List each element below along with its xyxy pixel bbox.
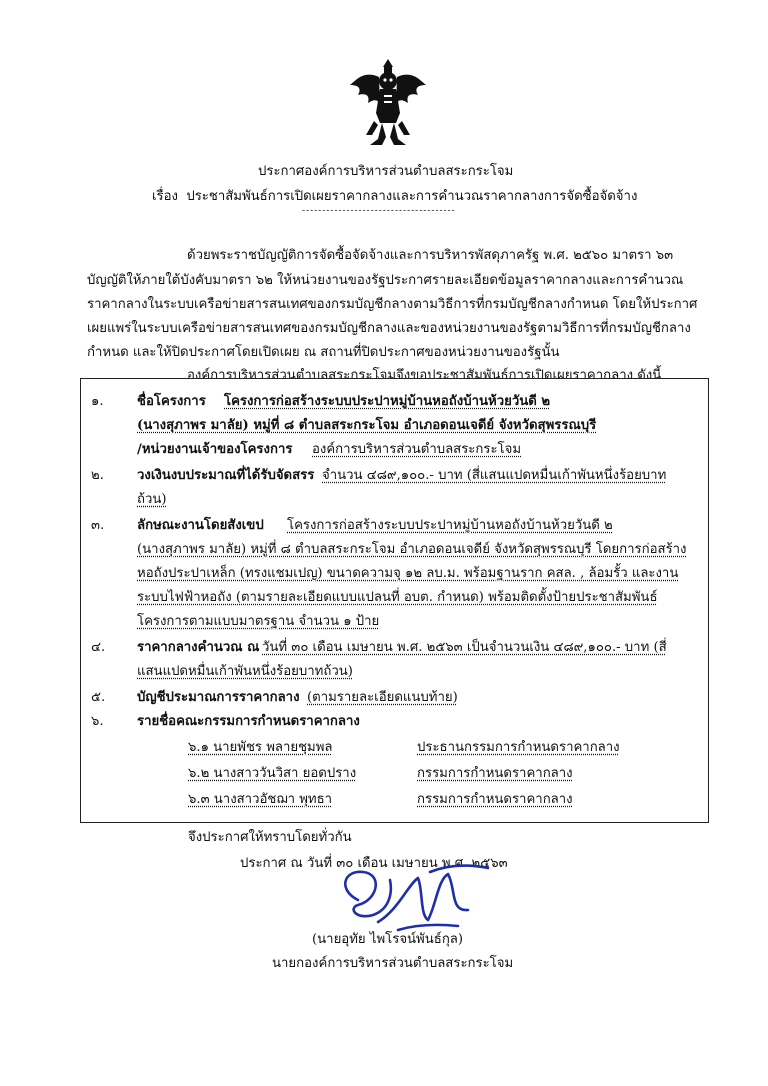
item-2-line-2: ถ้วน) — [137, 492, 167, 507]
announcement-agency: ประกาศองค์การบริหารส่วนตำบลสระกระโจม — [258, 164, 514, 179]
intro-line-2: บัญญัติให้ภายใต้บังคับมาตรา ๖๒ ให้หน่วยงานของรัฐประกาศรายละเอียดข้อมูลราคากลางและการคำนวณ — [87, 273, 684, 288]
item-3-line-4: ระบบไฟฟ้าหอถัง (ตามรายละเอียดแบบแปลนที่ อบต. กำหนด) พร้อมติดตั้งป้ายประชาสัมพันธ์ — [137, 590, 658, 605]
item-1-owner-label: /หน่วยงานเจ้าของโครงการ — [137, 442, 293, 457]
announcement-date: ประกาศ ณ วันที่ ๓๐ เดือน เมษายน พ.ศ. ๒๕๖๓ — [240, 856, 508, 871]
item-3-line-3: หอถังประปาเหล็ก (ทรงแชมเปญ) ขนาดความจุ ๑๒ ลบ.ม. พร้อมฐานราก คสล. , ล้อมรั้ว และงาน — [137, 566, 679, 581]
item-3-line-2: (นางสุภาพร มาลัย) หมู่ที่ ๘ ตำบลสระกระโจม อำเภอดอนเจดีย์ จังหวัดสุพรรณบุรี โดยการก่อสร้าง — [137, 542, 687, 557]
intro-line-4: เผยแพร่ในระบบเครือข่ายสารสนเทศของกรมบัญชีกลางและของหน่วยงานของรัฐตามวิธีการที่กรมบัญชีกลาง — [87, 321, 691, 336]
intro-line-6: องค์การบริหารส่วนตำบลสระกระโจมจึงขอประชาสัมพันธ์การเปิดเผยราคากลาง ดังนี้ — [187, 368, 662, 383]
committee-member-3-name: ๖.๓ นางสาวอัชฌา พุทธา — [188, 792, 333, 807]
committee-member-3-role: กรรมการกำหนดราคากลาง — [417, 792, 573, 807]
item-1-line-2: (นางสุภาพร มาลัย) หมู่ที่ ๘ ตำบลสระกระโจม อำเภอดอนเจดีย์ จังหวัดสุพรรณบุรี — [137, 418, 597, 433]
closing-text: จึงประกาศให้ทราบโดยทั่วกัน — [188, 830, 352, 845]
item-2-line-1: จำนวน ๔๘๙,๑๐๐.- บาท (สี่แสนแปดหมื่นเก้าพันหนึ่งร้อยบาท — [322, 468, 667, 483]
committee-member-1-role: ประธานกรรมการกำหนดราคากลาง — [417, 740, 620, 755]
item-1-label: ชื่อโครงการ — [137, 394, 206, 409]
announcement-subject — [152, 185, 637, 206]
intro-line-1: ด้วยพระราชบัญญัติการจัดซื้อจัดจ้างและการบริหารพัสดุภาครัฐ พ.ศ. ๒๕๖๐ มาตรา ๖๓ — [187, 248, 674, 263]
committee-member-1-name: ๖.๑ นายพัชร พลายชุมพล — [188, 740, 333, 755]
committee-member-2-role: กรรมการกำหนดราคากลาง — [417, 766, 573, 781]
item-3-line-5: โครงการตามแบบมาตรฐาน จำนวน ๑ ป้าย — [137, 614, 380, 629]
item-4-line-2: แสนแปดหมื่นเก้าพันหนึ่งร้อยบาทถ้วน) — [137, 664, 353, 679]
item-3-number: ๓. — [91, 518, 105, 533]
item-1-number: ๑. — [91, 394, 104, 409]
signer-name: (นายอุทัย ไพโรจน์พันธ์กุล) — [312, 932, 464, 947]
item-5-label: บัญชีประมาณการราคากลาง — [137, 690, 300, 705]
header-separator: -------------------------------------- — [302, 206, 456, 216]
intro-line-5: กำหนด และให้ปิดประกาศโดยเปิดเผย ณ สถานที่ปิดประกาศของหน่วยงานของรัฐนั้น — [87, 345, 560, 360]
item-2-label: วงเงินงบประมาณที่ได้รับจัดสรร — [137, 468, 315, 483]
item-5-number: ๕. — [91, 690, 106, 705]
item-4-line-1: วันที่ ๓๐ เดือน เมษายน พ.ศ. ๒๕๖๓ เป็นจำนวนเงิน ๔๘๙,๑๐๐.- บาท (สี่ — [262, 640, 667, 655]
item-4-label: ราคากลางคำนวณ ณ — [137, 640, 260, 655]
item-3-label: ลักษณะงานโดยสังเขป — [137, 518, 264, 533]
item-3-line-1: โครงการก่อสร้างระบบประปาหมู่บ้านหอถังบ้านห้วยวันดี ๒ — [287, 518, 613, 533]
intro-line-3: ราคากลางในระบบเครือข่ายสารสนเทศของกรมบัญชีกลางตามวิธีการที่กรมบัญชีกลางกำหนด โดยให้ประกาศ — [87, 297, 698, 312]
committee-member-2-name: ๖.๒ นางสาววันวิสา ยอดปราง — [188, 766, 357, 781]
item-6-number: ๖. — [91, 714, 104, 729]
signer-title: นายกองค์การบริหารส่วนตำบลสระกระโจม — [272, 956, 514, 971]
item-6-label: รายชื่อคณะกรรมการกำหนดราคากลาง — [137, 714, 360, 729]
item-4-number: ๔. — [91, 640, 106, 655]
item-1-owner-value: องค์การบริหารส่วนตำบลสระกระโจม — [312, 442, 522, 457]
subject-label: เรื่อง — [152, 189, 178, 204]
garuda-emblem-icon — [344, 55, 432, 150]
item-1-line-1: โครงการก่อสร้างระบบประปาหมู่บ้านหอถังบ้านห้วยวันดี ๒ — [224, 394, 551, 409]
item-5-value: (ตามรายละเอียดแนบท้าย) — [307, 690, 458, 705]
item-2-number: ๒. — [91, 468, 104, 483]
subject-text: ประชาสัมพันธ์การเปิดเผยราคากลางและการคำนวณราคากลางการจัดซื้อจัดจ้าง — [186, 189, 638, 204]
